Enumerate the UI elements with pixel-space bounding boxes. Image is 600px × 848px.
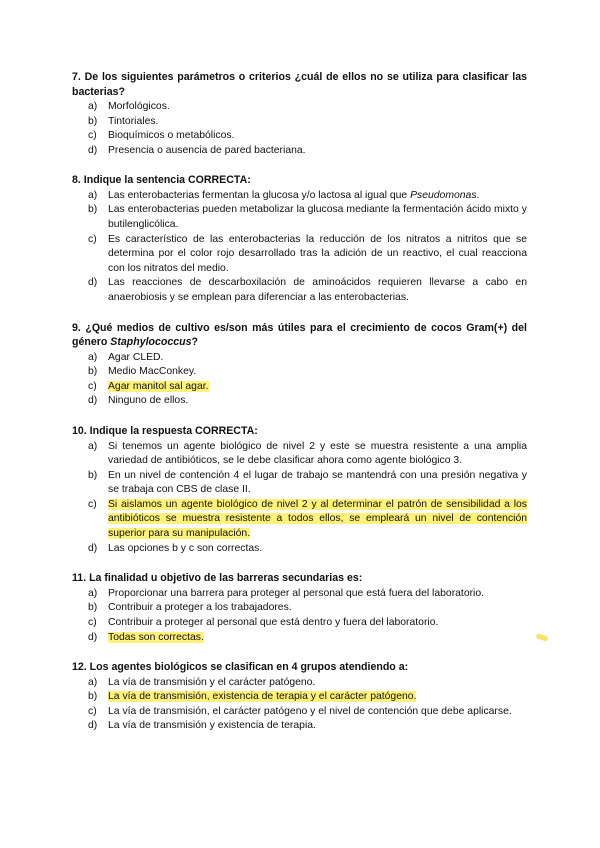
options-list: [72, 587, 527, 645]
text-run: Agar CLED.: [108, 351, 164, 363]
option-letter: a): [88, 351, 98, 363]
question-title: [72, 424, 527, 439]
option-letter: c): [88, 705, 97, 717]
option-letter: c): [88, 616, 97, 628]
option-b: [72, 115, 527, 130]
question-7: [72, 70, 527, 158]
question-title: [72, 660, 527, 675]
option-letter: a): [88, 676, 98, 688]
option-c: [72, 705, 527, 720]
question-9: [72, 321, 527, 409]
option-letter: b): [88, 366, 98, 378]
option-c: [72, 498, 527, 542]
text-run: Las reacciones de descarboxilación de aminoácidos requieren llevarse a cabo en anaerobiosis y se emplean para diferenciar a las enterobacterias.: [108, 277, 527, 304]
option-letter: b): [88, 204, 98, 216]
text-run: Ninguno de ellos.: [108, 395, 189, 407]
question-title: [72, 321, 527, 350]
highlighted-text: La vía de transmisión, existencia de terapia y el carácter patógeno.: [108, 691, 417, 703]
options-list: [72, 351, 527, 409]
option-b: [72, 469, 527, 498]
options-list: [72, 440, 527, 557]
text-run: Contribuir a proteger a los trabajadores.: [108, 602, 292, 614]
text-run: .: [476, 189, 480, 201]
text-run: Las enterobacterias pueden metabolizar la glucosa mediante la fermentación ácido mixto y butilenglicólica.: [108, 204, 527, 231]
text-run: Las opciones b y c son correctas.: [108, 542, 263, 554]
question-8: [72, 173, 527, 305]
option-a: [72, 100, 527, 115]
option-d: [72, 276, 527, 305]
italic-text: Pseudomonas: [410, 189, 477, 201]
option-letter: c): [88, 130, 97, 142]
option-letter: d): [88, 277, 98, 289]
text-run: Medio MacConkey.: [108, 366, 197, 378]
option-c: [72, 129, 527, 144]
option-letter: c): [88, 498, 97, 510]
option-c: [72, 380, 527, 395]
option-letter: a): [88, 189, 98, 201]
question-title: [72, 571, 527, 586]
option-letter: c): [88, 380, 97, 392]
text-run: 7. De los siguientes parámetros o criterios ¿cuál de ellos no se utiliza para clasificar las bacterias?: [72, 71, 527, 98]
text-run: 11. La finalidad u objetivo de las barreras secundarias es:: [72, 572, 363, 585]
options-list: [72, 676, 527, 734]
question-12: [72, 660, 527, 734]
option-d: [72, 542, 527, 557]
question-title: [72, 173, 527, 188]
options-list: [72, 100, 527, 158]
text-run: Bioquímicos o metabólicos.: [108, 130, 235, 142]
option-letter: d): [88, 631, 98, 643]
text-run: 10. Indique la respuesta CORRECTA:: [72, 425, 258, 437]
highlighter-mark: [536, 633, 549, 641]
option-a: [72, 189, 527, 204]
option-b: [72, 690, 527, 705]
option-letter: b): [88, 469, 98, 481]
text-run: Es característico de las enterobacterias la reducción de los nitratos a nitritos que se determina por el color rojo desarrollado tras la adición de un reactivo, el cual reacciona con los nitratos del medio.: [108, 233, 527, 274]
question-10: [72, 424, 527, 556]
option-b: [72, 203, 527, 232]
option-c: [72, 233, 527, 277]
text-run: 12. Los agentes biológicos se clasifican en 4 grupos atendiendo a:: [72, 661, 409, 674]
option-b: [72, 601, 527, 616]
option-d: [72, 144, 527, 159]
highlighted-text: Agar manitol sal agar.: [108, 380, 209, 392]
text-run: Las enterobacterias fermentan la glucosa y/o lactosa al igual que: [108, 189, 411, 201]
italic-text: Staphylococcus: [110, 336, 192, 349]
option-d: [72, 719, 527, 734]
question-11: [72, 571, 527, 645]
option-d: [72, 394, 527, 409]
option-a: [72, 587, 527, 602]
text-run: La vía de transmisión, el carácter patógeno y el nivel de contención que debe aplicarse.: [108, 705, 512, 717]
text-run: Contribuir a proteger al personal que está dentro y fuera del laboratorio.: [108, 616, 439, 628]
text-run: Tintoriales.: [108, 115, 159, 127]
highlighted-text: Todas son correctas.: [108, 631, 204, 643]
option-a: [72, 440, 527, 469]
text-run: 8. Indique la sentencia CORRECTA:: [72, 174, 251, 187]
option-b: [72, 365, 527, 380]
option-letter: a): [88, 101, 98, 112]
option-letter: c): [88, 233, 97, 245]
question-title: [72, 70, 527, 99]
option-letter: a): [88, 440, 98, 452]
text-run: 9. ¿Qué medios de cultivo es/son más útiles para el crecimiento de cocos Gram(+) del género: [72, 321, 527, 349]
option-letter: d): [88, 720, 98, 732]
option-d: [72, 631, 527, 646]
option-letter: d): [88, 542, 98, 554]
text-run: La vía de transmisión y existencia de terapia.: [108, 720, 316, 732]
text-run: En un nivel de contención 4 el lugar de trabajo se mantendrá con una presión negativa y se trabaja con CBS de clase II.: [108, 469, 527, 496]
text-run: ?: [191, 336, 198, 349]
option-letter: d): [88, 395, 98, 407]
option-a: [72, 676, 527, 691]
text-run: Proporcionar una barrera para proteger al personal que está fuera del laboratorio.: [108, 587, 485, 599]
text-run: Si tenemos un agente biológico de nivel 2 y este se muestra resistente a una amplia variedad de antibióticos, se le debe clasificar ahora como agente biológico 3.: [108, 440, 527, 467]
option-a: [72, 351, 527, 366]
option-letter: b): [88, 602, 98, 614]
option-letter: a): [88, 587, 98, 599]
highlighted-text: Si aislamos un agente biológico de nivel 2 y al determinar el patrón de sensibilidad a los antibióticos se muestra resistente a todos ellos, se empleará un nivel de contención superior para su manipulación.: [108, 498, 527, 540]
option-letter: b): [88, 691, 98, 703]
exam-page: [72, 70, 527, 749]
text-run: La vía de transmisión y el carácter patógeno.: [108, 676, 316, 688]
option-letter: b): [88, 115, 98, 127]
options-list: [72, 189, 527, 306]
option-c: [72, 616, 527, 631]
option-letter: d): [88, 144, 98, 156]
text-run: Morfológicos.: [108, 101, 170, 112]
text-run: Presencia o ausencia de pared bacteriana.: [108, 144, 306, 156]
